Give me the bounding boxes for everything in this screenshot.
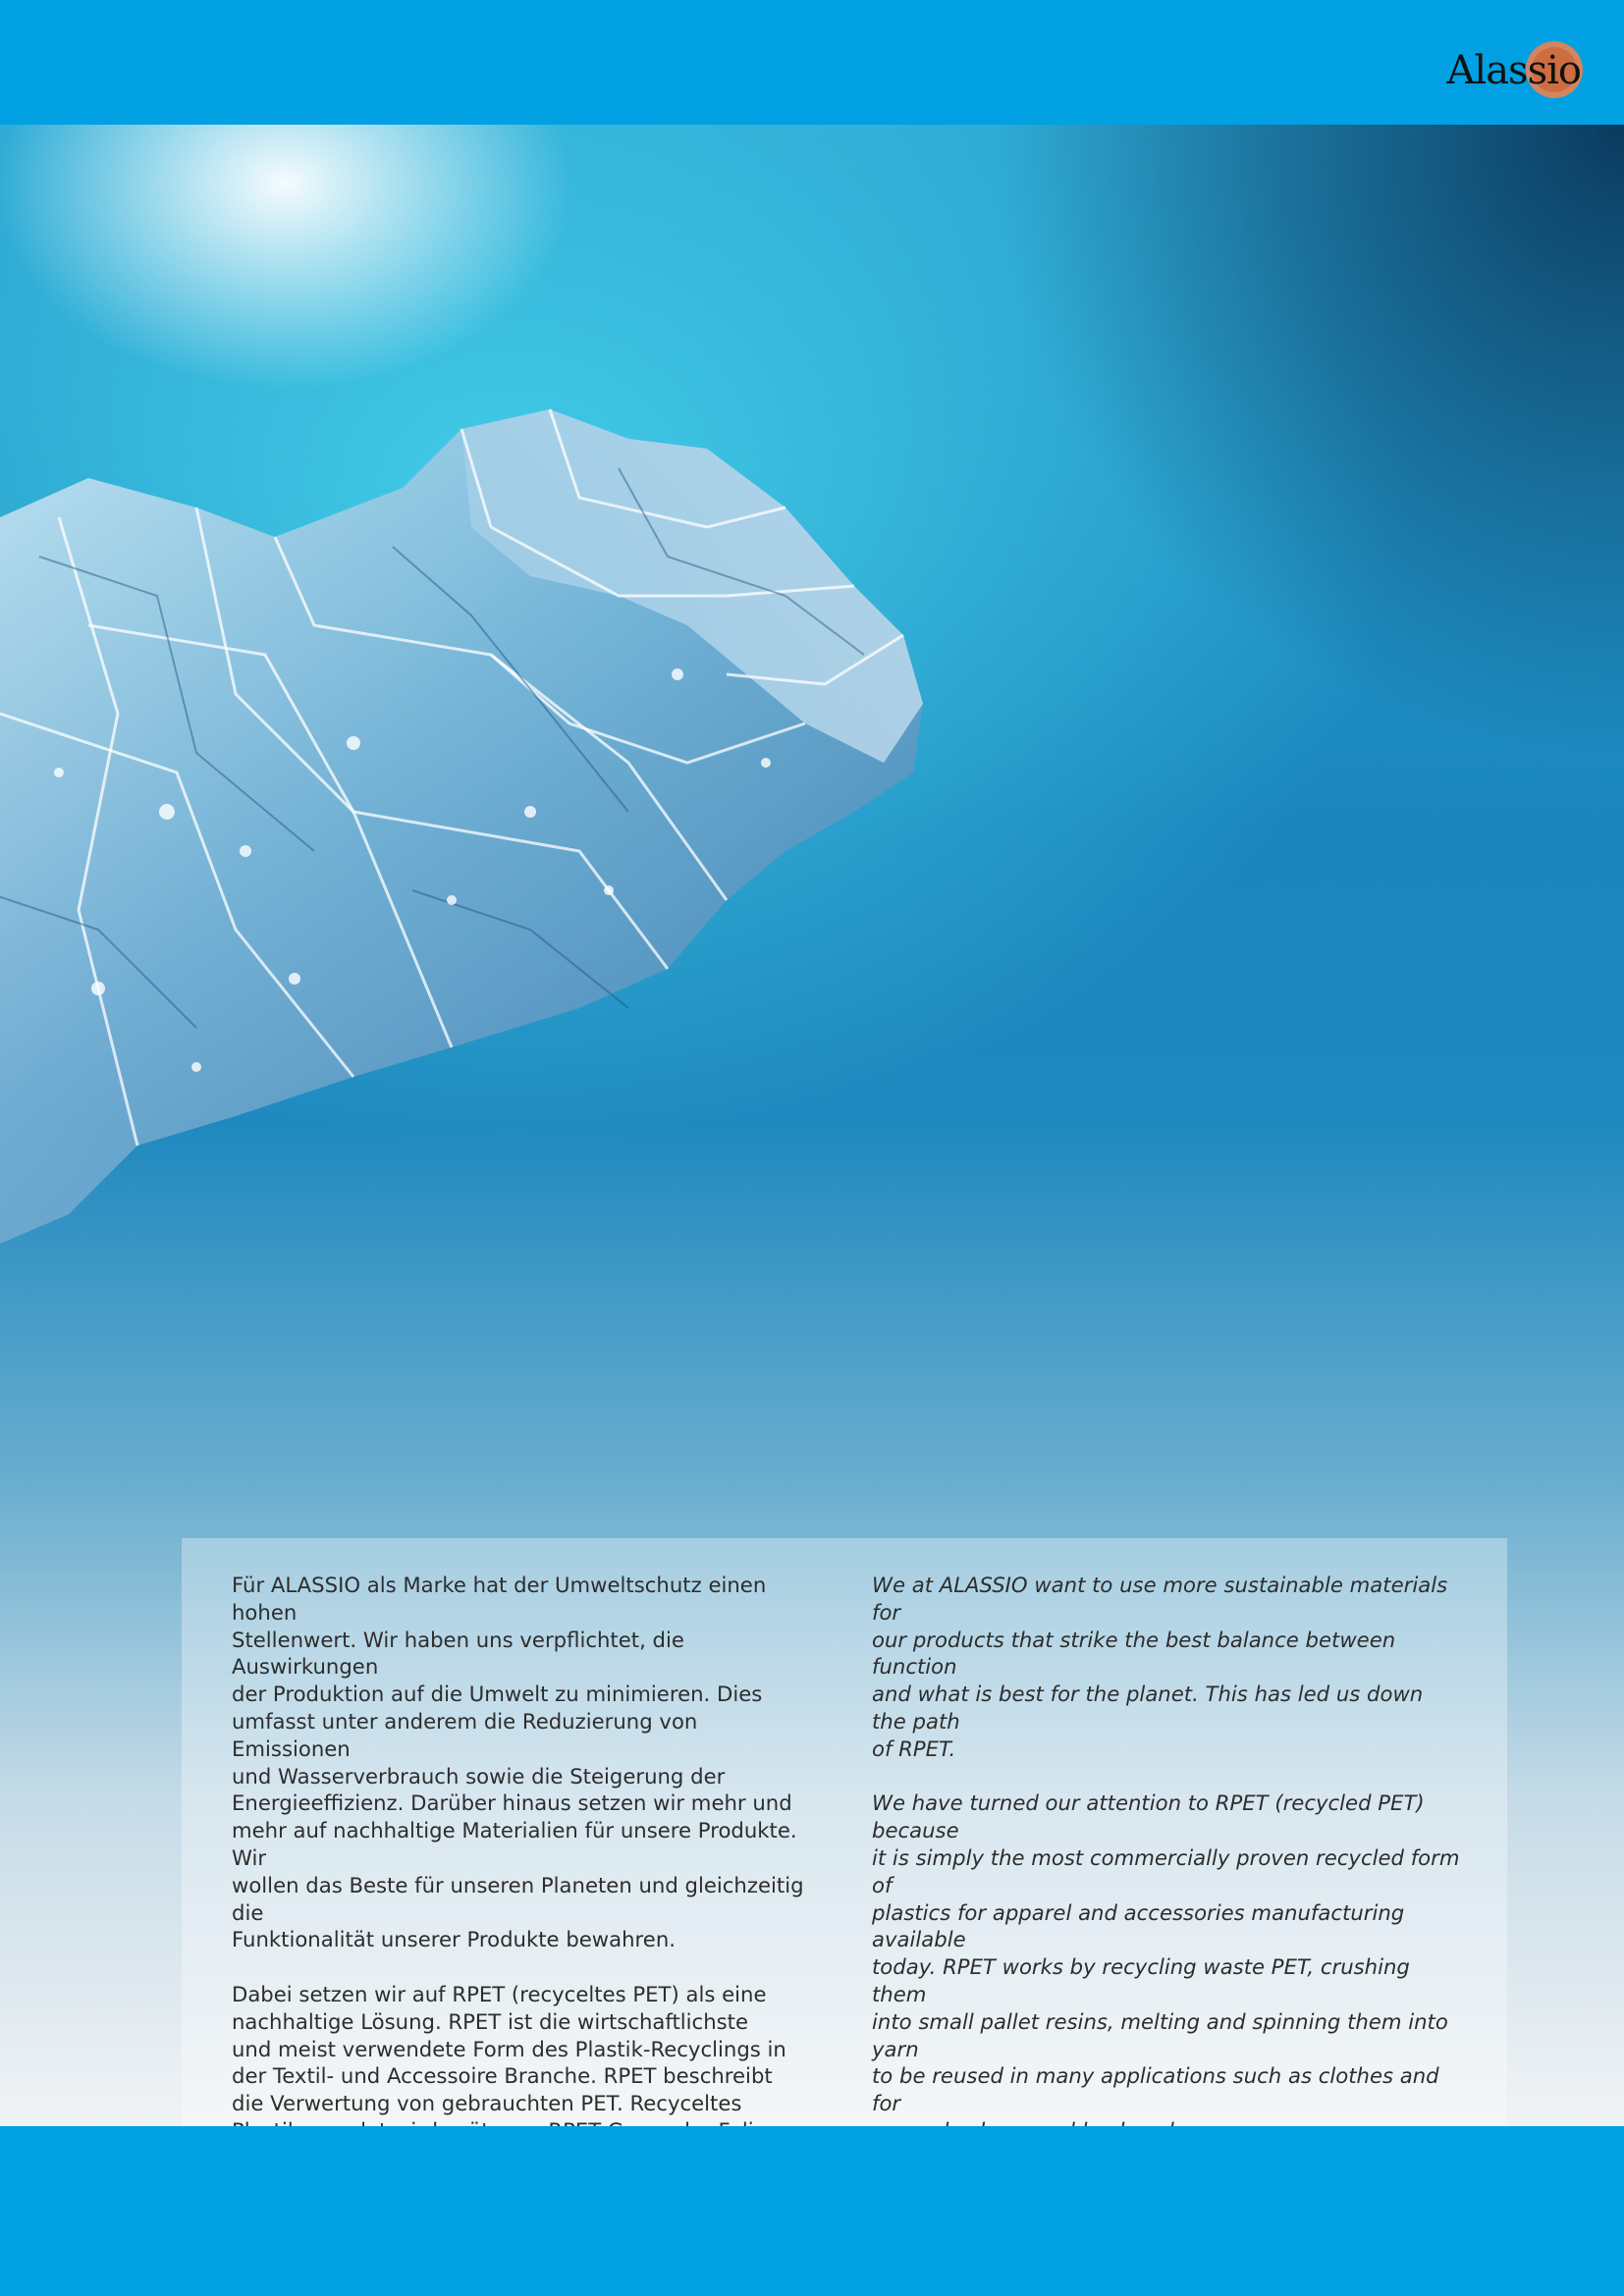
hero-image xyxy=(0,125,1624,2126)
brand-logo xyxy=(1447,39,1581,102)
logo-text: Alassio xyxy=(1446,48,1581,93)
footer-bar xyxy=(0,2126,1624,2296)
english-text-column xyxy=(872,1572,1461,2172)
german-paragraph-2: Dabei setzen wir auf RPET (recyceltes PET) als eine nachhaltige Lösung. RPET ist die wirtschaftlichste und meist verwendete Form des Plastik-Recyclings in der Textil- und Accessoire Branche. RPET beschreibt die Verwertung von gebrauchten PET. Recyceltes xyxy=(232,1981,786,2116)
english-paragraph-1: We at ALASSIO want to use more sustainable materials for our products that strike the best balance between function and what is best for the planet. This has led us down the path of RPET. xyxy=(872,1573,1448,1761)
header-bar xyxy=(0,0,1624,125)
german-paragraph-1: Für ALASSIO als Marke hat der Umweltschutz einen hohen Stellenwert. Wir haben uns verpflichtet, die Auswirkungen der Produktion auf die Umwelt zu minimieren. Dies umfasst unter anderem die Reduzierung von Emissionen und Wasserverbrauch sowie die Steigerung der Energieeffizienz. Darüber hinaus setzen wir mehr und mehr auf nachhaltige Materialien für unsere Produkte. Wir wollen das Beste für unseren Planeten und gleichzeitig die Funktionalität unserer Produkte bewahren. xyxy=(232,1573,804,1952)
crushed-bottle-illustration xyxy=(0,301,1080,1244)
english-paragraph-2: We have turned our attention to RPET (recycled PET) because it is simply the most commercially proven recycled form of plastics for apparel and accessories manufacturing available today. RPET works by recycling waste PET, crushing them into small pallet resins, melting and spinning them into yarn to be reused in many applications such as clothes and for xyxy=(872,1790,1460,2116)
text-panel xyxy=(182,1538,1507,2174)
